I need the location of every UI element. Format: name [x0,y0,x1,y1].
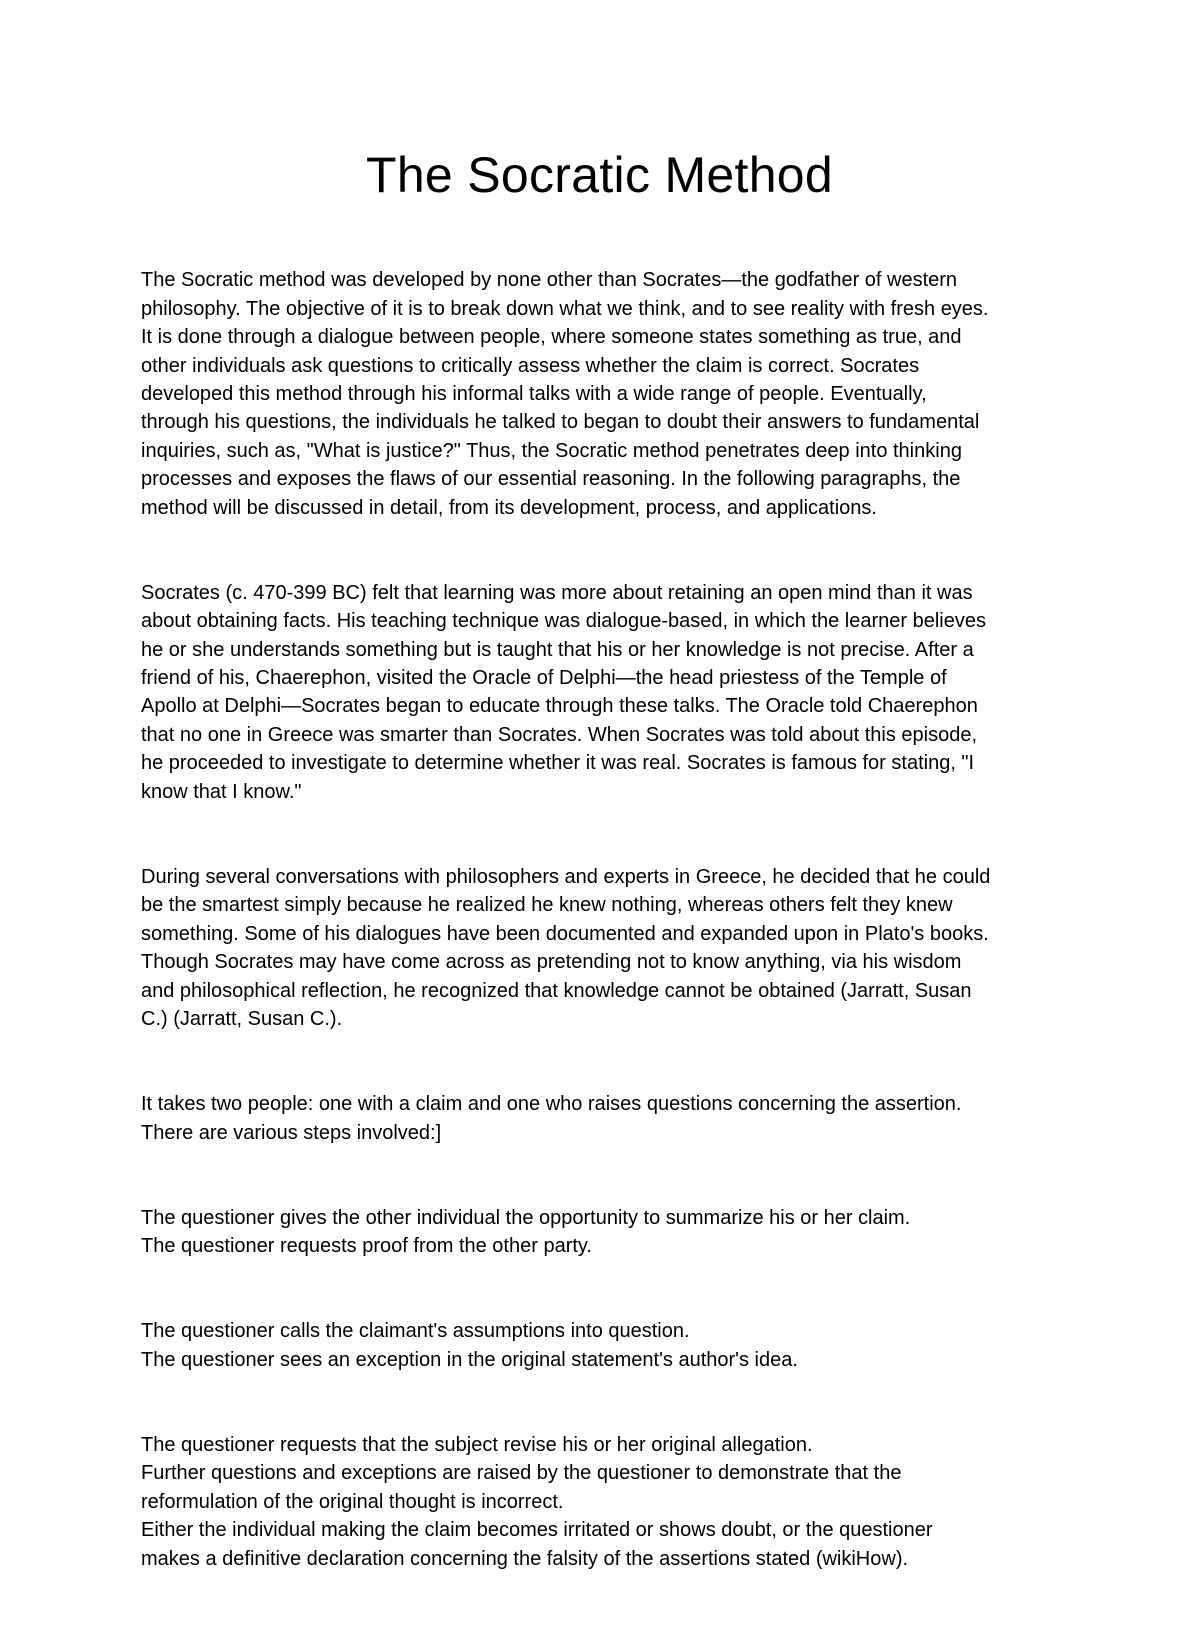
paragraph-steps-group-1: The questioner gives the other individual the opportunity to summarize his or her claim. The questioner requests proof from the other party. [141,1206,911,1258]
document-page [141,140,1066,1630]
paragraph-introduction: The Socratic method was developed by none other than Socrates—the godfather of western philosophy. The objective of it is to break down what we think, and to see reality with fresh eyes. It is done through a dialogue between people, where someone states something as true, and other individuals ask questions to critically assess whether the claim is correct. Socrates developed this method through his informal talks with a wide range of people. Eventually, through his questions, the individuals he talked to began to doubt their answers to fundamental inquiries, such as, "What is justice?" Thus, the Socratic method penetrates deep into thinking processes and exposes the flaws of our essential reasoning. In the following paragraphs, the method will be discussed in detail, from its development, process, and applications. [141,269,989,519]
paragraph-steps-group-2: The questioner calls the claimant's assumptions into question. The questioner sees an exception in the original statement's author's idea. [141,1320,798,1371]
paragraph-steps-group-3: The questioner requests that the subject revise his or her original allegation. Further questions and exceptions are raised by the questioner to demonstrate that the reformulation of the original thought is incorrect. Either the individual making the claim becomes irritated or shows doubt, or the questioner makes a definitive declaration concerning the falsity of the assertions stated (wikiHow). [141,1433,933,1570]
document-body [141,238,1066,1630]
paragraph-socrates-background: Socrates (c. 470-399 BC) felt that learning was more about retaining an open mind than it was about obtaining facts. His teaching technique was dialogue-based, in which the learner believes he or she understands something but is taught that his or her knowledge is not precise. After a friend of his, Chaerephon, visited the Oracle of Delphi—the head priestess of the Temple of Apollo at Delphi—Socrates began to educate through these talks. The Oracle told Chaerephon that no one in Greece was smarter than Socrates. When Socrates was told about this episode, he proceeded to investigate to determine whether it was real. Socrates is famous for stating, "I know that I know." [141,581,986,803]
paragraph-conversations: During several conversations with philosophers and experts in Greece, he decided that he could be the smartest simply because he realized he knew nothing, whereas others felt they knew something. Some of his dialogues have been documented and expanded upon in Plato's books. Though Socrates may have come across as pretending not to know anything, via his wisdom and philosophical reflection, he recognized that knowledge cannot be obtained (Jarratt, Susan C.) (Jarratt, Susan C.). [141,865,991,1030]
paragraph-steps-intro: It takes two people: one with a claim and one who raises questions concerning the assertion. There are various steps involved:] [141,1093,962,1144]
document-title: The Socratic Method [365,147,834,203]
